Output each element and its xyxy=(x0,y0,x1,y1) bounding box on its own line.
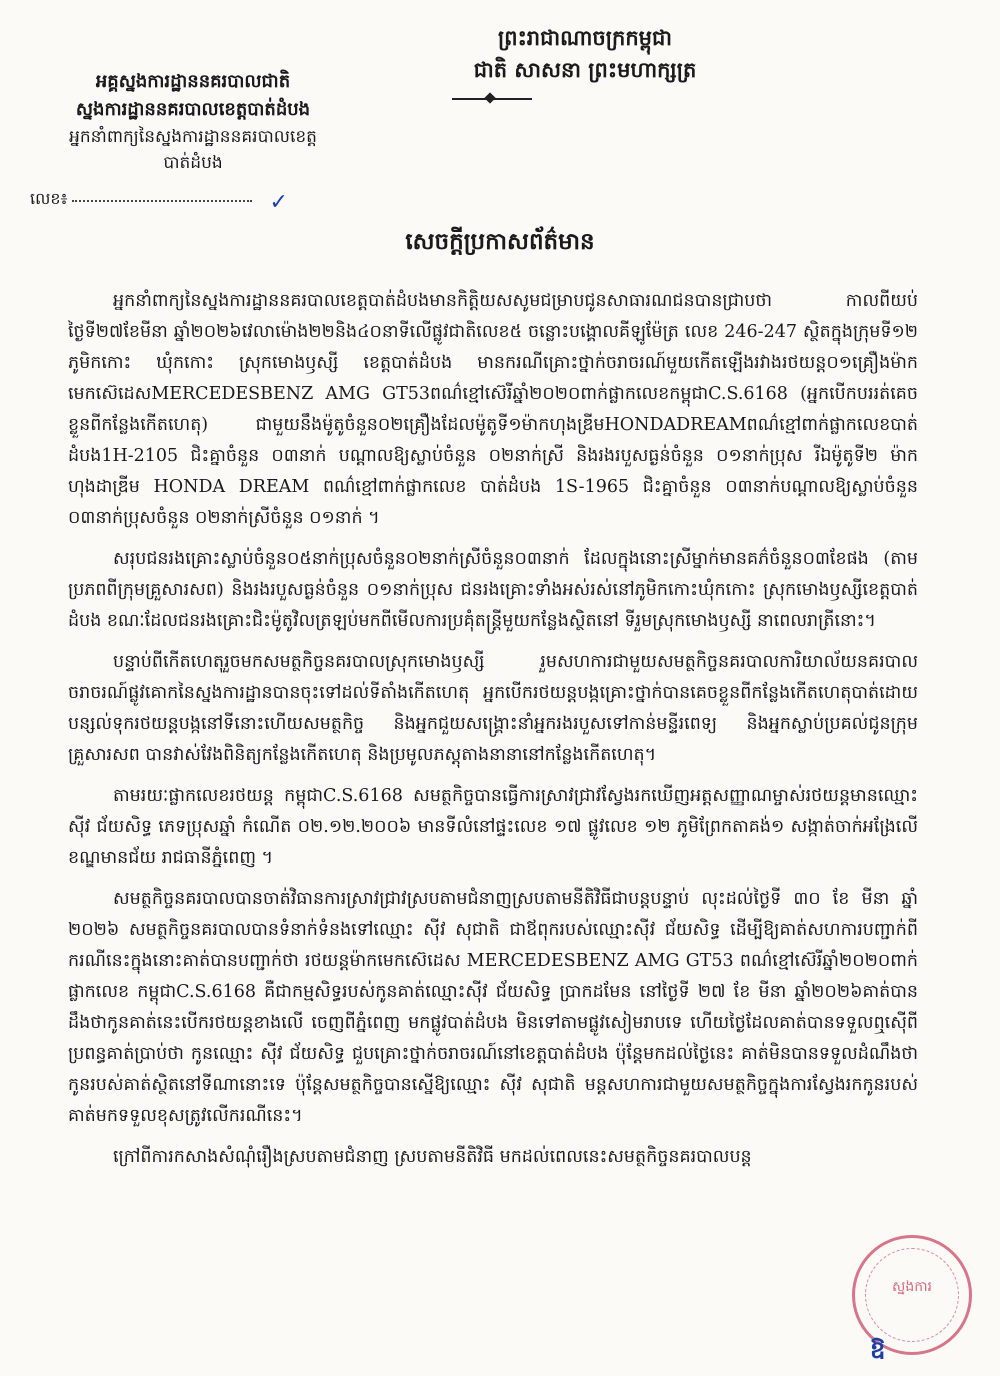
handwritten-initial: ឱ xyxy=(870,1336,886,1364)
stamp-text: ស្នងការ xyxy=(892,1279,932,1295)
reference-number xyxy=(30,188,288,215)
org-line-1: អគ្គស្នងការដ្ឋាននគរបាលជាតិ xyxy=(95,71,291,92)
reference-label: លេខ៖ xyxy=(30,189,68,208)
kingdom-line-2: ជាតិ សាសនា ព្រះមហាក្សត្រ xyxy=(473,58,697,82)
paragraph-4: តាមរយៈផ្លាកលេខរថយន្ត កម្ពុជាC.S.6168 សមត្ថកិច្ចបានធ្វើការស្រាវជ្រាវស្វែងរកឃើញអត្តសញ្ញាណម្ចាស់រថយន្តមានឈ្មោះ ស៊ីវ ជ័យសិទ្ធ ភេទប្រុសឆ្នាំ កំណើត ០២.១២.២០០៦ មានទីលំនៅផ្ទះលេខ ១៧ ផ្លូវលេខ ១២ ភូមិព្រែកតាគង់១ សង្កាត់ចាក់អង្រែលើ ខណ្ឌមានជ័យ រាជធានីភ្នំពេញ ។ xyxy=(68,786,918,868)
paragraph-5: សមត្ថកិច្ចនគរបាលបានចាត់វិធានការស្រាវជ្រាវស្របតាមជំនាញស្របតាមនីតិវិធីជាបន្តបន្ទាប់ លុះដល់ថ្ងៃទី ៣០ ខែ មីនា ឆ្នាំ ២០២៦ សមត្ថកិច្ចនគរបាលបានទំនាក់ទំនងទៅឈ្មោះ ស៊ីវ សុជាតិ ជាឪពុករបស់ឈ្មោះស៊ីវ ជ័យសិទ្ធ ដើម្បីឱ្យគាត់សហការបញ្ជាក់ពីករណីនេះក្នុងនោះគាត់បានបញ្ជាក់ថា រថយន្តម៉ាកមេកស៊េដេស MERCEDESBENZ AMG GT53 ពណ៌ខ្មៅស៊េរីឆ្នាំ២០២០ពាក់ផ្លាកលេខ កម្ពុជាC.S.6168 គឺជាកម្មសិទ្ធរបស់កូនគាត់ឈ្មោះស៊ីវ ជ័យសិទ្ធ ប្រាកដមែន នៅថ្ងៃទី ២៧ ខែ មីនា ឆ្នាំ២០២៦គាត់បានដឹងថាកូនគាត់នេះបើករថយន្តខាងលើ ចេញពីភ្នំពេញ មកផ្លូវបាត់ដំបង មិនទៅតាមផ្លូវសៀមរាបទេ ហើយថ្ងៃដែលគាត់បានទទួលឮស៊ើពីប្រពន្ធគាត់ប្រាប់ថា កូនឈ្មោះ ស៊ីវ ជ័យសិទ្ធ ជួបគ្រោះថ្នាក់ចរាចរណ៍នៅខេត្តបាត់ដំបង ប៉ុន្តែមកដល់ថ្ងៃនេះ គាត់មិនបានទទួលដំណឹងថា កូនរបស់គាត់ស្ថិតនៅទីណានោះទេ ប៉ុន្តែសមត្ថកិច្ចបានស្នើឱ្យឈ្មោះ ស៊ីវ សុជាតិ មន្តសហការជាមួយសមត្ថកិច្ចក្នុងការស្វែងរកកូនរបស់គាត់មកទទួលខុសត្រូវលើករណីនេះ។ xyxy=(68,889,918,1126)
paragraph-2: សរុបជនរងគ្រោះស្លាប់ចំនួន០៥នាក់ប្រុសចំនួន០២នាក់ស្រីចំនួន០៣នាក់ ដែលក្នុងនោះស្រីម្នាក់មានគភ៌ចំនួន០៣ខែផង (តាមប្រភពពីក្រុមគ្រួសារសព) និងរងរបួសធ្ងន់ចំនួន ០១នាក់ប្រុស ជនរងគ្រោះទាំងអស់រស់នៅភូមិកកោះឃុំកកោះ ស្រុកមោងឫស្សីខេត្តបាត់ដំបង ខណៈដែលជនរងគ្រោះជិះម៉ូតូវិលត្រឡប់មកពីមើលការប្រគុំតន្ត្រីមួយកន្លែងស្ថិតនៅ ទីរួមស្រុកមោងឫស្សី នាពេលរាត្រីនោះ។ xyxy=(68,549,918,631)
paragraph-1: អ្នកនាំពាក្យនៃស្នងការដ្ឋាននគរបាលខេត្តបាត់ដំបងមានកិត្តិយសសូមជម្រាបជូនសាធារណជនបានជ្រាបថា កាលពីយប់ថ្ងៃទី២៧ខែមីនា ឆ្នាំ២០២៦វេលាម៉ោង២២និង៤០នាទីលើផ្លូវជាតិលេខ៥ ចន្លោះបង្គោលគីឡូម៉ែត្រ លេខ 246-247 ស្ថិតក្នុងក្រុមទី១២ ភូមិកកោះ ឃុំកកោះ ស្រុកមោងឫស្សី ខេត្តបាត់ដំបង មានករណីគ្រោះថ្នាក់ចរាចរណ៍មួយកើតឡើងរវាងរថយន្ត០១គ្រឿងម៉ាកមេកស៊េដេសMERCEDESBENZ AMG GT53ពណ៌ខ្មៅស៊េរីឆ្នាំ២០២០ពាក់ផ្លាកលេខកម្ពុជាC.S.6168 (អ្នកបើកបររត់គេចខ្លួនពីកន្លែងកើតហេតុ) ជាមួយនឹងម៉ូតូចំនួន០២គ្រឿងដែលម៉ូតូទី១ម៉ាកហុងឌ្រីមHONDADREAMពណ៌ខ្មៅពាក់ផ្លាកលេខបាត់ដំបង1H-2105 ជិះគ្នាចំនួន ០៣នាក់ បណ្តាលឱ្យស្លាប់ចំនួន ០២នាក់ស្រី និងរងរបួសធ្ងន់ចំនួន ០១នាក់ប្រុស រីឯម៉ូតូទី២ ម៉ាកហុងដាឌ្រីម HONDA DREAM ពណ៌ខ្មៅពាក់ផ្លាកលេខ បាត់ដំបង 1S-1965 ជិះគ្នាចំនួន ០៣នាក់បណ្តាលឱ្យស្លាប់ចំនួន ០៣នាក់ប្រុសចំនួន ០២នាក់ស្រីចំនួន ០១នាក់ ។ xyxy=(68,291,918,528)
org-line-2: ស្នងការដ្ឋាននគរបាលខេត្តបាត់ដំបង xyxy=(75,99,311,120)
org-line-3: អ្នកនាំពាក្យនៃស្នងការដ្ឋាននគរបាលខេត្ត xyxy=(69,127,317,147)
document-body xyxy=(68,286,918,1183)
org-line-4: បាត់ដំបង xyxy=(163,153,223,173)
reference-dotted-line xyxy=(72,190,288,215)
checkmark-icon: ✓ xyxy=(269,190,288,215)
kingdom-header xyxy=(420,22,750,86)
document-title: សេចក្តីប្រកាសព័ត៌មាន xyxy=(405,229,595,255)
header-ornament xyxy=(452,98,532,102)
organization-header xyxy=(28,68,358,176)
paragraph-6: ក្រៅពីការកសាងសំណុំរឿងស្របតាមជំនាញ ស្របតាមនីតិវិធី មកដល់ពេលនេះសមត្ថកិច្ចនគរបាលបន្ត xyxy=(113,1147,752,1167)
paragraph-3: បន្ទាប់ពីកើតហេតុរួចមកសមត្ថកិច្ចនគរបាលស្រុកមោងឫស្សី រួមសហការជាមួយសមត្ថកិច្ចនគរបាលការិយាល័យនគរបាលចរាចរណ៍ផ្លូវគោកនៃស្នងការដ្ឋានបានចុះទៅដល់ទីតាំងកើតហេតុ អ្នកបើករថយន្តបង្កគ្រោះថ្នាក់បានគេចខ្លួនពីកន្លែងកើតហេតុបាត់ដោយបន្សល់ទុករថយន្តបង្កនៅទីនោះហើយសមត្ថកិច្ច និងអ្នកជួយសង្គ្រោះនាំអ្នករងរបួសទៅកាន់មន្ទីរពេទ្យ និងអ្នកស្លាប់ប្រគល់ជូនក្រុមគ្រួសារសព បានវាស់វែងពិនិត្យកន្លែងកើតហេតុ និងប្រមូលភស្តុតាងនានានៅកន្លែងកើតហេតុ។ xyxy=(68,652,918,765)
kingdom-line-1: ព្រះរាជាណាចក្រកម្ពុជា xyxy=(497,26,672,50)
